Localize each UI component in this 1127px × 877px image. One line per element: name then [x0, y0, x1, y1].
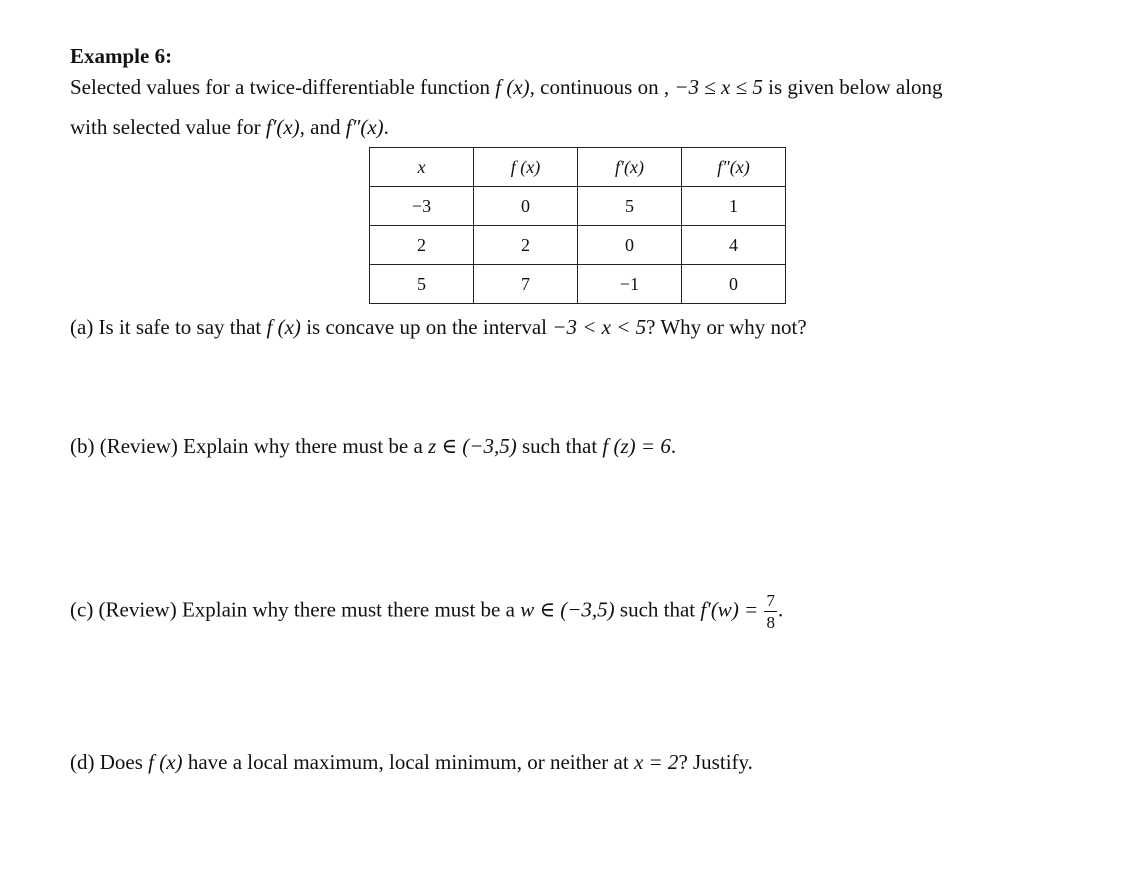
intro-text-1a: Selected values for a twice-differentiable function [70, 75, 496, 99]
question-c-suffix: . [777, 597, 784, 622]
intro-text-1b: , continuous on , [529, 75, 675, 99]
table-cell: 0 [474, 187, 578, 226]
fraction-numerator: 7 [766, 591, 775, 610]
fraction-seven-eighths [764, 592, 777, 631]
question-d-suffix: ? Justify. [678, 750, 753, 774]
question-d-fx: f (x) [148, 750, 183, 774]
values-table [369, 147, 786, 304]
table-cell: 4 [682, 226, 786, 265]
question-b-suffix: . [670, 434, 677, 458]
example-title: Example 6: [70, 44, 173, 68]
question-a-suffix: ? Why or why not? [646, 315, 807, 339]
question-c-mid: such that [614, 597, 701, 622]
table-row [370, 265, 786, 304]
question-d [70, 750, 753, 775]
table-cell: 7 [474, 265, 578, 304]
question-a-interval: −3 < x < 5 [552, 315, 647, 339]
question-b [70, 434, 676, 459]
question-a-prefix: (a) Is it safe to say that [70, 315, 267, 339]
table-cell: 1 [682, 187, 786, 226]
header-x: x [370, 148, 474, 187]
table-cell: −3 [370, 187, 474, 226]
question-c-cond: w ∈ (−3,5) [520, 597, 615, 622]
table-cell: −1 [578, 265, 682, 304]
table-cell: 0 [578, 226, 682, 265]
question-c [70, 592, 783, 631]
intro-interval: −3 ≤ x ≤ 5 [674, 75, 763, 99]
fraction-denominator: 8 [766, 613, 775, 632]
header-fx: f (x) [474, 148, 578, 187]
question-b-prefix: (b) (Review) Explain why there must be a [70, 434, 429, 458]
question-b-cond: z ∈ (−3,5) [428, 434, 517, 458]
table-cell: 2 [370, 226, 474, 265]
table-cell: 2 [474, 226, 578, 265]
intro-text-2a: with selected value for [70, 115, 266, 139]
table-row [370, 187, 786, 226]
question-a-mid: is concave up on the interval [300, 315, 553, 339]
header-fpx: f′(x) [578, 148, 682, 187]
intro-text-2c: . [383, 115, 389, 139]
question-a [70, 315, 807, 340]
intro-text-1c: is given below along [762, 75, 943, 99]
table-cell: 0 [682, 265, 786, 304]
question-b-mid: such that [516, 434, 603, 458]
question-c-eq: f′(w) = [700, 597, 764, 622]
table-header-row [370, 148, 786, 187]
question-b-eq: f (z) = 6 [602, 434, 671, 458]
intro-text-2b: , and [299, 115, 346, 139]
intro-fppx: f″(x) [345, 115, 384, 139]
question-d-prefix: (d) Does [70, 750, 149, 774]
table-cell: 5 [578, 187, 682, 226]
intro-line-1 [70, 75, 943, 100]
question-d-point: x = 2 [633, 750, 679, 774]
intro-fx: f (x) [495, 75, 530, 99]
header-fppx: f″(x) [682, 148, 786, 187]
question-d-mid: have a local maximum, local minimum, or neither at [182, 750, 634, 774]
intro-line-2 [70, 115, 389, 140]
intro-fpx: f′(x) [265, 115, 300, 139]
question-c-prefix: (c) (Review) Explain why there must there must be a [70, 597, 521, 622]
question-a-fx: f (x) [266, 315, 301, 339]
table-row [370, 226, 786, 265]
table-cell: 5 [370, 265, 474, 304]
